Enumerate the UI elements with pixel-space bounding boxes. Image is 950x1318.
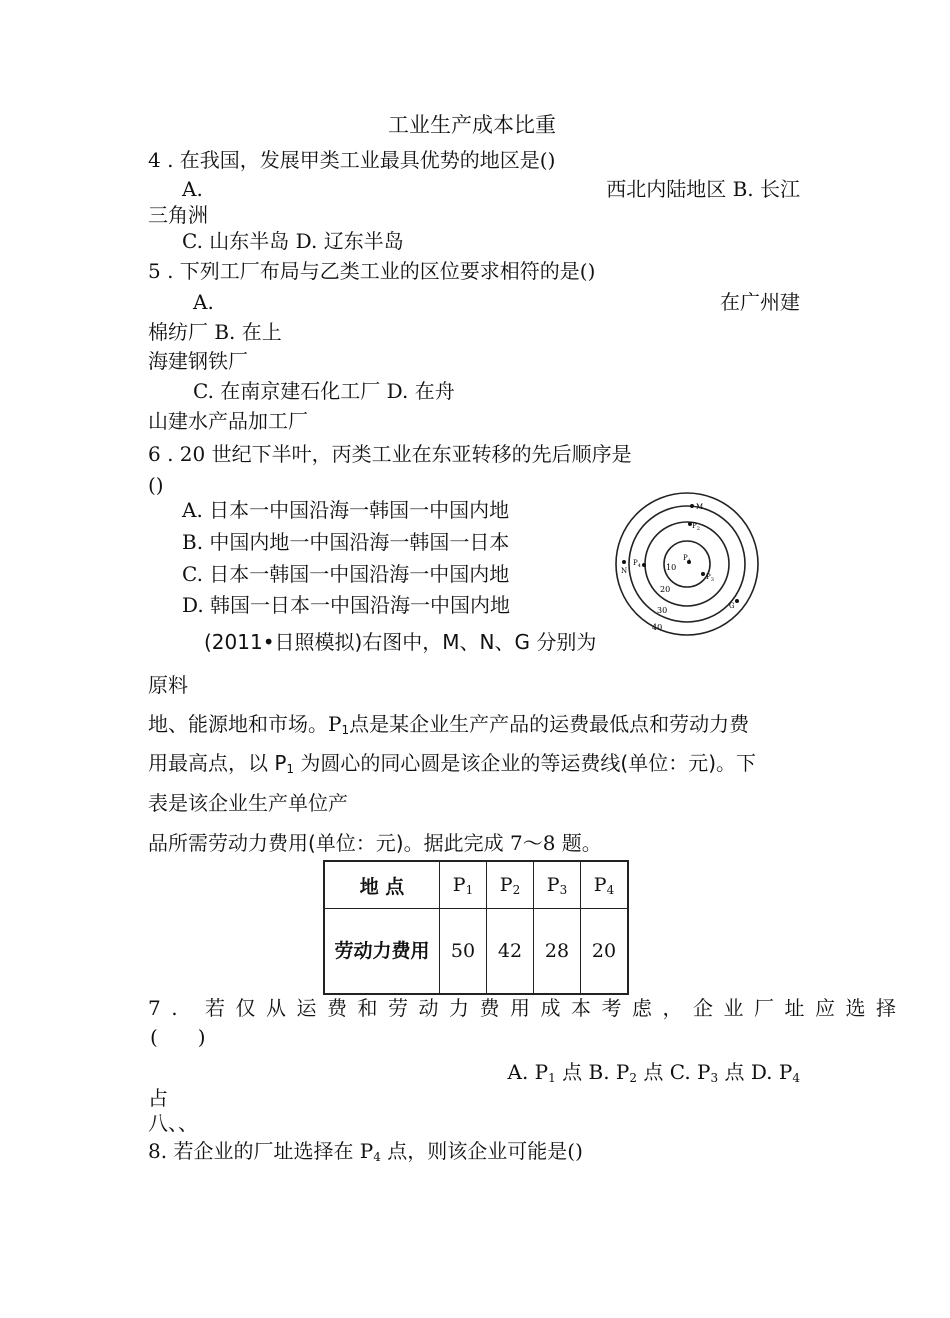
- table-cell-p3: 28: [534, 909, 581, 995]
- question-8-stem: 8. 若企业的厂址选择在 $P_4$ 点，则该企业可能是(): [148, 1139, 583, 1164]
- intro-line-6-a: 品所需劳动力费用(单位：元)。: [148, 831, 424, 855]
- point-p4: [642, 563, 646, 567]
- intro-line-3-a: 地、能源地和市场。: [148, 712, 328, 736]
- ring-20: [645, 522, 729, 606]
- question-5-line-3: 海建钢铁厂: [148, 349, 248, 373]
- table-header-p1: $P_1$: [440, 861, 487, 909]
- table-row: [324, 909, 628, 995]
- ring-30: [629, 506, 745, 622]
- question-4-stem: 4 . 在我国，发展甲类工业最具优势的地区是(): [148, 148, 556, 172]
- question-5-option-a-text: 在广州建: [720, 290, 800, 314]
- isocost-diagram: [612, 492, 772, 642]
- ring-label-20: 20: [660, 585, 671, 594]
- intro-line-4: [148, 751, 756, 776]
- intro-line-5: 表是该企业生产单位产: [148, 791, 348, 815]
- table-header-p3: $P_3$: [534, 861, 581, 909]
- intro-line-3-p: P: [328, 712, 342, 736]
- label-p3: $P_3$: [706, 573, 714, 583]
- label-p2: $P_2$: [692, 522, 700, 532]
- page-title: 工业生产成本比重: [388, 113, 556, 137]
- table-row-label: 劳动力费用: [324, 909, 440, 995]
- label-n: N: [621, 567, 628, 575]
- question-4-option-a-label: A.: [182, 177, 203, 201]
- intro-line-4-a: 用最高点，以 P: [148, 751, 287, 775]
- question-6-option-a: A. 日本一中国沿海一韩国一中国内地: [182, 498, 510, 522]
- question-4-options-cd: C. 山东半岛 D. 辽东半岛: [182, 229, 404, 253]
- question-4-option-a-text: 西北内陆地区 B. 长江: [606, 177, 800, 201]
- table-cell-p2: 42: [487, 909, 534, 995]
- question-5-line-2: 棉纺厂 B. 在上: [148, 320, 282, 344]
- question-5-line-4: C. 在南京建石化工厂 D. 在舟: [193, 379, 455, 403]
- table-header-location: 地 点: [324, 861, 440, 909]
- question-6-option-d: D. 韩国一日本一中国沿海一中国内地: [182, 593, 511, 617]
- label-g: G: [729, 602, 735, 610]
- intro-line-2: 原料: [148, 673, 188, 697]
- question-4-option-b-cont: 三角洲: [148, 203, 208, 227]
- point-p3: [701, 572, 705, 576]
- intro-line-6: [148, 831, 602, 855]
- point-m: [690, 504, 694, 508]
- question-5-option-a-label: A.: [193, 290, 214, 314]
- ring-label-30: 30: [657, 606, 668, 615]
- intro-line-6-b: 据此完成 7〜8 题。: [423, 831, 602, 855]
- intro-line-3: [148, 712, 749, 737]
- point-g: [735, 599, 739, 603]
- question-6-stem: 6 . 20 世纪下半叶，丙类工业在东亚转移的先后顺序是: [148, 442, 632, 466]
- labor-cost-table: [323, 860, 629, 995]
- intro-line-4-b: 为圆心的同心圆是该企业的等运费线(单位：元)。下: [294, 751, 757, 775]
- label-p1: $P_1$: [683, 554, 691, 564]
- table-header-p4: $P_4$: [581, 861, 629, 909]
- question-6-option-c: C. 日本一韩国一中国沿海一中国内地: [182, 562, 510, 586]
- intro-line-1: (2011•日照模拟)右图中，M、N、G 分别为: [204, 630, 597, 654]
- ring-label-10: 10: [666, 563, 677, 572]
- question-7-paren: ( ): [150, 1025, 206, 1049]
- question-7-options: A. $P_1$ 点 B. $P_2$ 点 C. $P_3$ 点 D. $P_4$: [507, 1060, 800, 1085]
- ring-label-40: 40: [652, 623, 663, 632]
- question-7-stem: 7. 若仅从运费和劳动力费用成本考虑，企业厂址应选择: [148, 996, 907, 1020]
- intro-line-4-sub: 1: [286, 762, 295, 776]
- table-header-row: [324, 861, 628, 909]
- question-5-stem: 5 . 下列工厂布局与乙类工业的区位要求相符的是(): [148, 259, 596, 283]
- point-n: [622, 560, 626, 564]
- label-m: M: [696, 503, 704, 511]
- question-6-paren: (): [148, 473, 164, 497]
- question-6-option-b: B. 中国内地一中国沿海一韩国一日本: [182, 530, 510, 554]
- intro-line-3-c: 点是某企业生产产品的运费最低点和劳动力费: [349, 712, 750, 736]
- question-5-line-5: 山建水产品加工厂: [148, 409, 308, 433]
- intro-line-3-sub: 1: [341, 723, 350, 737]
- question-7-stray: 八、、: [148, 1111, 198, 1135]
- label-p4: $P_4$: [633, 559, 641, 569]
- table-cell-p4: 20: [581, 909, 629, 995]
- table-cell-p1: 50: [440, 909, 487, 995]
- table-header-p2: $P_2$: [487, 861, 534, 909]
- question-7-cont: 占: [148, 1086, 168, 1110]
